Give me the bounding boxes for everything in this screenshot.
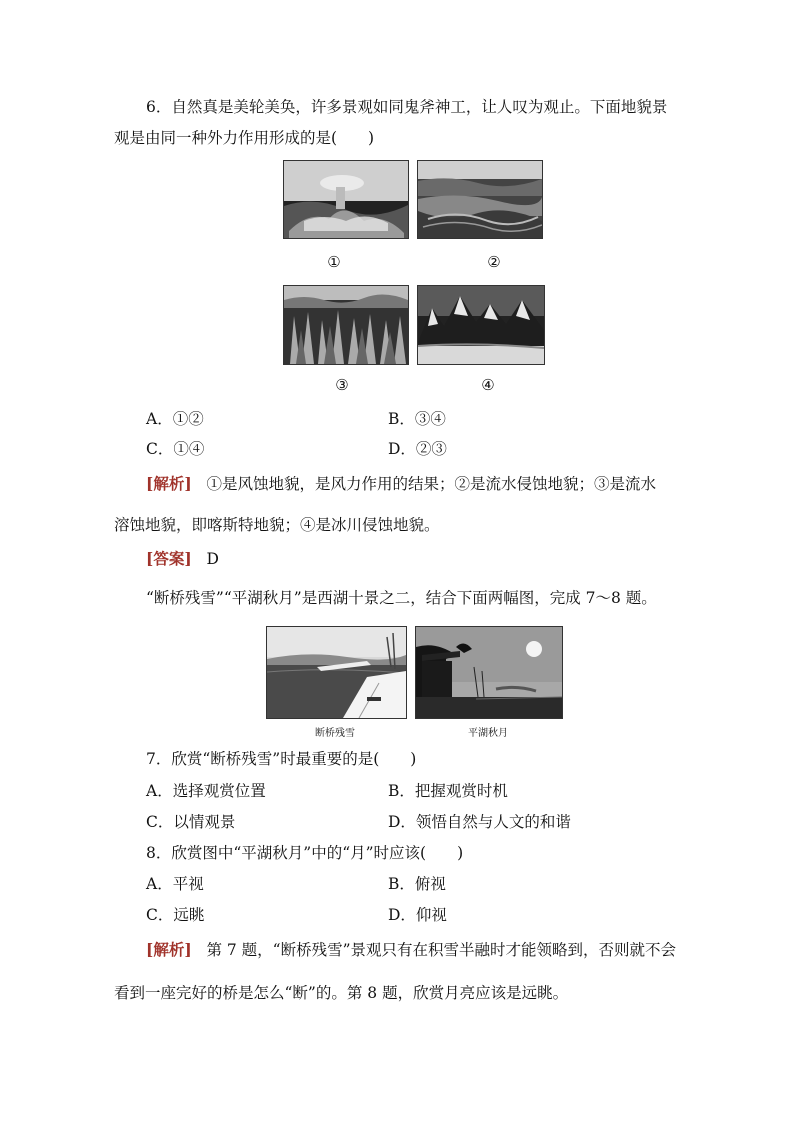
q6-stem-line2: 观是由同一种外力作用形成的是( ) — [114, 129, 375, 147]
photo-label-3: ③ — [335, 376, 349, 394]
answer-value: D — [206, 550, 219, 568]
q6-analysis-line1 — [146, 474, 656, 494]
q7-option-b: B．把握观赏时机 — [388, 782, 508, 800]
photo-karst — [283, 285, 409, 365]
q7-option-c: C．以情观景 — [146, 813, 236, 831]
photo-autumn-moon-lake — [415, 626, 563, 719]
q8-option-c: C．远眺 — [146, 906, 205, 924]
photo-label-4: ④ — [481, 376, 495, 394]
photo-label-1: ① — [327, 253, 341, 271]
q8-option-d: D．仰视 — [388, 906, 447, 924]
q6-option-c: C．①④ — [146, 440, 205, 458]
q6-option-d: D．②③ — [388, 440, 447, 458]
q6-option-b: B．③④ — [388, 410, 446, 428]
q8-option-b: B．俯视 — [388, 875, 446, 893]
q78-analysis-line1 — [146, 940, 676, 960]
caption-autumn-moon: 平湖秋月 — [468, 728, 508, 739]
caption-broken-bridge: 断桥残雪 — [315, 728, 355, 739]
analysis-tag: [解析] — [146, 474, 192, 493]
q6-answer — [146, 549, 219, 569]
intro-7-8: “断桥残雪”“平湖秋月”是西湖十景之二，结合下面两幅图，完成 7～8 题。 — [146, 589, 657, 607]
q7-stem: 7．欣赏“断桥残雪”时最重要的是( ) — [146, 750, 417, 768]
q7-option-a: A．选择观赏位置 — [146, 782, 266, 800]
photo-label-2: ② — [487, 253, 501, 271]
analysis-tag: [解析] — [146, 940, 192, 959]
q6-option-a: A．①② — [146, 410, 204, 428]
q8-option-a: A．平视 — [146, 875, 204, 893]
q78-analysis-line2: 看到一座完好的桥是怎么“断”的。第 8 题，欣赏月亮应该是远眺。 — [114, 984, 569, 1002]
q7-option-d: D．领悟自然与人文的和谐 — [388, 813, 571, 831]
q8-stem: 8．欣赏图中“平湖秋月”中的“月”时应该( ) — [146, 844, 464, 862]
q6-stem-line1: 6．自然真是美轮美奂，许多景观如同鬼斧神工，让人叹为观止。下面地貌景 — [146, 98, 668, 116]
analysis-text: 第 7 题，“断桥残雪”景观只有在积雪半融时才能领略到，否则就不会 — [206, 941, 677, 959]
photo-fluvial-erosion — [417, 160, 543, 239]
answer-tag: [答案] — [146, 549, 192, 568]
photo-wind-erosion — [283, 160, 409, 239]
q6-analysis-line2: 溶蚀地貌，即喀斯特地貌；④是冰川侵蚀地貌。 — [114, 516, 440, 534]
analysis-text: ①是风蚀地貌，是风力作用的结果；②是流水侵蚀地貌；③是流水 — [206, 475, 656, 493]
photo-glacial — [417, 285, 545, 365]
photo-broken-bridge-snow — [266, 626, 407, 719]
